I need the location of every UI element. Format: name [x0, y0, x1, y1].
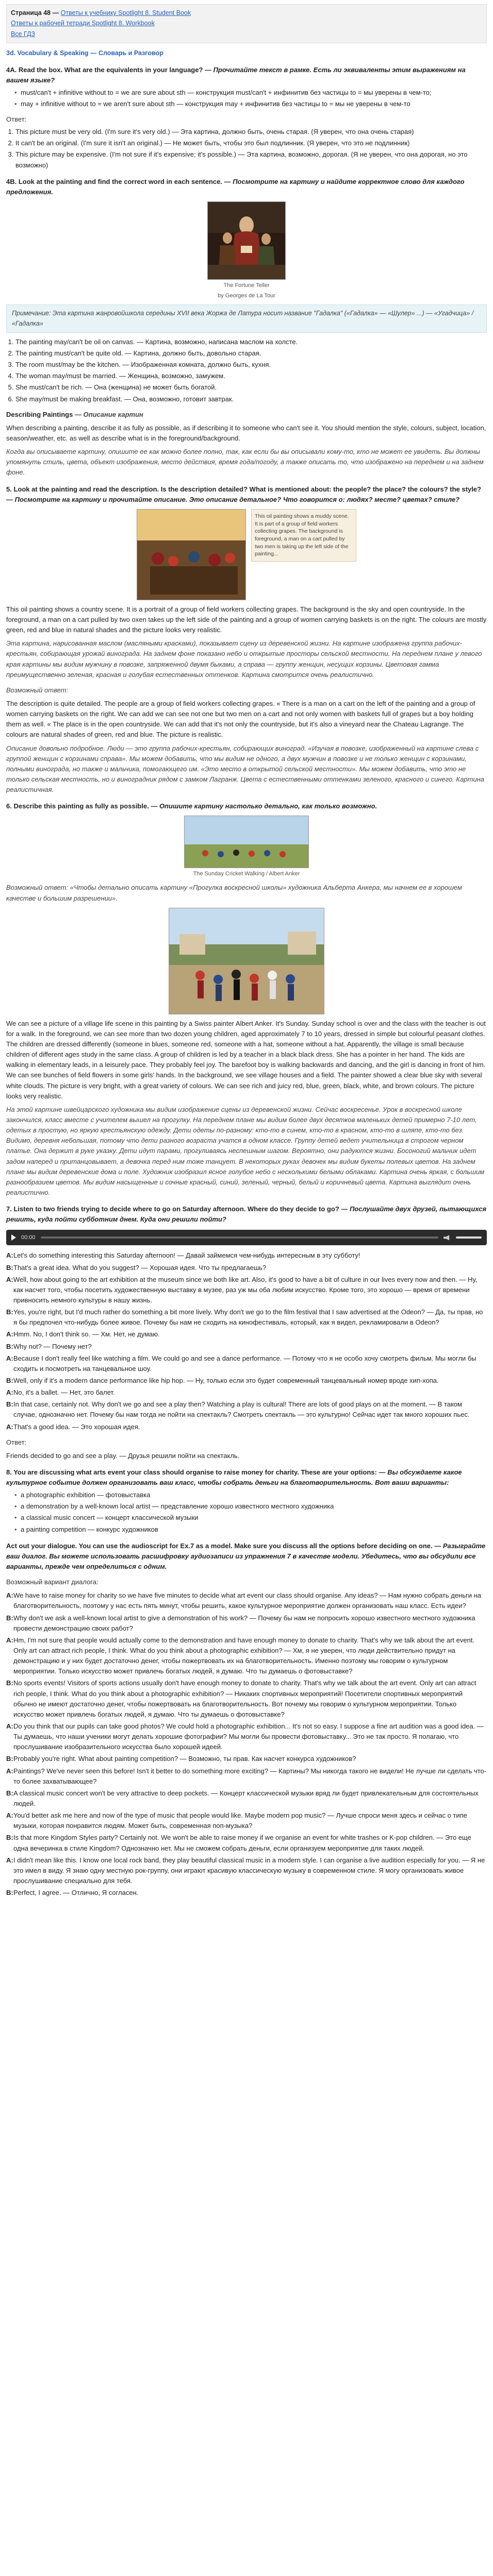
- line-text: Well, only if it's a modern dance performance like hip hop. — Ну, только если это будет современный танцевальный номер вроде хип-хопа.: [13, 1376, 439, 1384]
- line-text: Why not? — Почему нет?: [13, 1342, 92, 1350]
- ex5-answer: The description is quite detailed. The people are a group of field workers collecting grapes. « There is a man on a cart on the left of the painting and a group of women carrying baskets on the right. We can add we can see not one but two men on a cart and not only women with baskets full of grapes but a boy holding them as well. « The place is in the open countryside. We can add that it's not only the countryside, but it's also a vineyard near the Chateau Lagrange. The colours are natural shades of green, red and blue. The picture is realistic.: [6, 699, 475, 739]
- speaker-label: B:: [6, 1308, 13, 1316]
- ex5-description-tr: Эта картина, нарисованная маслом (масляными красками), показывает сцену из деревенской жизни. На картине изображена группа рабочих-крестьян, собирающая урожай винограда. На заднем фоне показано небо и открытые просторы сельской местности. На переднем плане у левого края картины мы видим мужчину в повозке, запряженной двумя быками, а справа — группу женщин, несущих корзины. Цветовая гамма преимущественно зеленая, красная и голубая естественных оттенков. Картина смотрится очень реалистично.: [6, 639, 482, 679]
- ex8-heading-tr: — Вы обсуждаете какое культурное событие должен организовать ваш класс, чтобы собрать деньги на благотворительность. Вот ваши варианты:: [6, 1468, 462, 1487]
- speaker-label: A:: [6, 1251, 13, 1260]
- dialogue-line: [6, 1307, 487, 1328]
- speaker-label: B:: [6, 1889, 13, 1897]
- audio-time: 00:00: [21, 1234, 36, 1241]
- list-item: • a painting competition — конкурс художников: [14, 1524, 487, 1535]
- sunday-walk-painting-large: [169, 908, 324, 1014]
- ex6-heading-tr: — Опишите картину настолько детально, как только возможно.: [151, 802, 377, 810]
- ex4a-heading-en: 4A. Read the box. What are the equivalents in your language?: [6, 65, 203, 74]
- dialogue-line: [6, 1635, 487, 1677]
- ex6-heading-en: 6. Describe this painting as fully as possible.: [6, 802, 149, 810]
- volume-slider[interactable]: [456, 1236, 482, 1239]
- ex5-answer-tr: Описание довольно подробное. Люди — это группа рабочих-крестьян, собирающих виноград. «Изучая в повозке, изображенный на картине слева с группой женщин с корзинами справа». Мы можем добавить, что мы видим не одного, а двух мужчин в повозке и не только женщин с корзинами, полными винограда, но также и мальчика, помогающего им. «Это место в открытой сельской местности». Мы можем добавить, что это не только сельская местность, но и виноградник рядом с замком Лагранж. Цвета с естественными оттенками зеленого, красного и синего. Картина реалистичная.: [6, 744, 484, 794]
- breadcrumb-nav: [6, 4, 487, 43]
- list-item: 2. The painting must/can't be quite old. — Картина, должно быть, довольно старая.: [15, 348, 487, 359]
- line-text: Is that more Kingdom Styles party? Certainly not. We won't be able to raise money if we organise an event for white trashes or K-pop children. — Это еще одна вечеринка в стиле Kingdom? Однозначно нет. Мы не сможем собрать деньги, если организуем мероприятие для таких людей.: [13, 1834, 471, 1852]
- ex6-description-tr: На этой картине швейцарского художника мы видим изображение сцены из деревенской жизни. Сейчас воскресенье. Урок в воскресной школе закончился, класс вместе с учителем вышел на прогулку. На переднем плане мы видим более двух десятков маленьких детей примерно 7-10 лет, одетых в простую, но яркую крестьянскую одежду. Дети одеты по-разному: кто-то в синем, кто-то в красном, кто-то в шляпе, кто-то без. Видимо, деревня небольшая, потому что дети разного возраста учатся в одном классе. Группу детей ведет учительница в строгом черном платье. Она держит в руке указку. Дети идут парами, прогуливаясь неспешным шагом. Вероятно, они радуются жизни. Босоногий мальчик идет задом наперед и пританцовывает, а девочка перед ним тоже танцует. В некоторых руках девочек мы видим букеты полевых цветов. На заднем плане мы видим деревенские дома и поле. Художник изобразил ясное голубое небо с несколькими белыми облаками. Картина очень яркая, с большим разнообразием цветов. Мы видим насыщенные и сочные красный, синий, зеленый, черный, белый и коричневый цвета. Картина выглядит очень реалистично.: [6, 1105, 485, 1196]
- describing-paragraph-tr: Когда вы описываете картину, опишите ее как можно более полно, так, как если бы вы описывали кому-то, кто не может ее увидеть. Вы должны упомянуть стиль, цвета, объект изображения, место действия, время года/погоду, а также описать то, что изображено на переднем и на заднем фоне.: [6, 448, 484, 477]
- list-item: 4. The woman may/must be married. — Женщина, возможно, замужем.: [15, 371, 487, 381]
- list-item: • a classical music concert — концерт классической музыки: [14, 1513, 487, 1523]
- sample-dialogue-label: Возможный вариант диалога:: [6, 1578, 98, 1586]
- speaker-label: B:: [6, 1400, 13, 1409]
- dialogue-line: [6, 1590, 487, 1611]
- ex7-heading: [6, 1204, 487, 1225]
- sunday-walk-large-figure: [6, 908, 487, 1014]
- dialogue-line: [6, 1833, 487, 1853]
- student-book-link[interactable]: Ответы к учебнику Spotlight 8. Student Book: [60, 9, 191, 16]
- speaker-label: A:: [6, 1811, 13, 1820]
- dialogue-line: [6, 1353, 487, 1374]
- dialogue-line: [6, 1678, 487, 1720]
- figure-caption-2: by Georges de La Tour: [218, 293, 275, 299]
- line-text: In that case, certainly not. Why don't we go and see a play then? Watching a play is cultural! There are lots of good plays on at the moment. — В таком случае, однозначно нет. Почему бы нам тогда не пойти на спектакль? Смотреть спектакль — это культурно! Сейчас идет так много хороших пьес.: [13, 1400, 470, 1419]
- line-text: No sports events! Visitors of sports actions usually don't have enough money to donate to charity. That's why we talk about the art event. Only art can attract rich people, I think. What do you think about a photographic exhibition? — Никаких спортивных мероприятий! Посетители спортивных мероприятий обычно не имеют достаточно денег, чтобы пожертвовать на благотворительность. Вот почему мы говорим о культурном мероприятии. Только искусство может привлечь богатых людей, я думаю. Что ты думаешь о фотовыставке?: [13, 1679, 476, 1718]
- list-item: 5. She must/can't be rich. — Она (женщина) не может быть богатой.: [15, 382, 487, 393]
- speaker-label: A:: [6, 1388, 13, 1397]
- dialogue-line: [6, 1399, 487, 1420]
- ex5-description: This oil painting shows a country scene. It is a portrait of a group of field workers collecting grapes. The background is the sky and open countryside. In the foreground, a man on a cart pulled by two oxen takes up the left side of the painting and a group of women carrying baskets is on the right. The colours are mostly green, red and blue in natural shades and the picture looks very realistic.: [6, 605, 487, 634]
- dialogue-line: [6, 1250, 487, 1261]
- audio-progress-bar[interactable]: [41, 1236, 438, 1239]
- speaker-label: B:: [6, 1789, 13, 1797]
- speaker-label: A:: [6, 1330, 13, 1338]
- line-text: Hmm. No, I don't think so. — Хм. Нет, не думаю.: [13, 1330, 160, 1338]
- list-item: • a demonstration by a well-known local artist — представление хорошо известного местного художника: [14, 1501, 487, 1512]
- ex4a-answers: [15, 127, 487, 171]
- list-item: • may + infinitive without to = we aren't sure about sth — конструкция may + инфинитив без частицы to = мы не уверены в чем-то: [14, 99, 487, 109]
- line-text: Do you think that our pupils can take good photos? We could hold a photographic exhibition... It's not so easy. I suppose a fine art audition was a good idea. — Ты думаешь, что наши ученики могут делать хорошие фотографии? Мы могли бы провести фотовыставку... Это не так просто. Я полагаю, что прослушивание изобразительного искусства было хорошей идеей.: [13, 1722, 484, 1751]
- ex6-sample-label: Возможный ответ: «Чтобы детально описать картину «Прогулка воскресной школы» художника Альберта Анкера, мы начнем ее в хорошем качестве и большим разрешении».: [6, 884, 462, 902]
- line-text: Paintings? We've never seen this before! Isn't it better to do something more exciting? — Картины? Мы никогда такого не видели! Не лучше ли сделать что-то более захватывающее?: [13, 1767, 487, 1785]
- dialogue-line: [6, 1263, 487, 1273]
- line-text: Why don't we ask a well-known local artist to give a demonstration of his work? — Почему бы нам не попросить хорошо известного местного художника провести демонстрацию своих работ?: [13, 1614, 475, 1632]
- sunday-walk-small-figure: [6, 816, 487, 878]
- list-item: • must/can't + infinitive without to = we are sure about sth — конструкция must/can't + инфинитив без частицы to = мы уверены в чем-то;: [14, 88, 487, 98]
- line-text: Because I don't really feel like watching a film. We could go and see a dance performance. — Потому что я не особо хочу смотреть фильм. Мы могли бы сходить и посмотреть на танцевальное шоу.: [13, 1354, 476, 1372]
- speaker-label: A:: [6, 1636, 13, 1644]
- nav-prefix: Страница 48 —: [11, 9, 59, 16]
- ex8-dialogue: [6, 1590, 487, 1898]
- ex5-heading: [6, 484, 487, 505]
- speaker-label: B:: [6, 1263, 13, 1272]
- speaker-label: B:: [6, 1679, 13, 1687]
- ex4b-heading: [6, 177, 487, 197]
- describing-heading-en: Describing Paintings: [6, 410, 73, 418]
- painting-quote: This oil painting shows a muddy scene. It is part of a group of field workers collecting grapes. The background is foreground, a man on a cart pulled by two men is taking up the left side of the painting...: [251, 509, 356, 562]
- line-text: Probably you're right. What about painting competition? — Возможно, ты прав. Как насчет конкурса художников?: [13, 1755, 356, 1763]
- describing-heading: [6, 410, 487, 420]
- audio-player: [6, 1230, 487, 1245]
- dialogue-line: [6, 1387, 487, 1398]
- speaker-label: A:: [6, 1354, 13, 1362]
- workbook-link[interactable]: Ответы к рабочей тетради Spotlight 8. Workbook: [11, 20, 155, 27]
- ex6-description: We can see a picture of a village life scene in this painting by a Swiss painter Albert Anker. It's Sunday. Sunday school is over and the class with the teacher is out for a walk. In the foreground, we can see more than two dozen young children, aged approximately 7 to 10 years, dressed in simple but colourful peasant clothes. The children are dressed differently (someone in blues, someone red, someone with a hat, someone without a hat. Apparently, the village is small because children of different ages study in the same class. A group of children is led by a teacher in a black black dress. She has a pointer in her hand. The kids are walking in elementary leads, in a leisurely pace. They probably feel joy. The barefoot boy is walking backwards and dancing, and the girl is dancing in front of him. We can see bunches of field flowers in some girls' hands. In the background, we see village houses and a field. The painter showed a clear blue sky with several white clouds. The picture is very bright, with a great variety of colours. We can see rich and juicy red, blue, green, black, white, and brown colours. The picture looks very realistic.: [6, 1019, 486, 1100]
- line-text: Let's do something interesting this Saturday afternoon! — Давай займемся чем-нибудь интересным в эту субботу!: [13, 1251, 360, 1260]
- line-text: Hm, I'm not sure that people would actually come to the demonstration and have enough money to donate to charity. That's why we talk about the art event. Only art can attract rich people, I think. What do you think about a photographic exhibition? — Хм, я не уверен, что люди действительно придут на демонстрацию и у них будет достаточно денег, чтобы пожертвовать их на благотворительность. Именно поэтому мы говорим о культурном мероприятии. Только искусство может привлечь богатых людей, я думаю. Что ты думаешь о фотовыставке?: [13, 1636, 475, 1675]
- list-item: 1. This picture must be very old. (I'm sure it's very old.) — Эта картина, должно быть, очень старая. (Я уверен, что она очень старая): [15, 127, 487, 137]
- speaker-label: A:: [6, 1722, 13, 1731]
- ex7-dialogue: [6, 1250, 487, 1432]
- volume-icon[interactable]: [443, 1235, 451, 1240]
- describing-paragraph: When describing a painting, describe it as fully as possible, as if describing it to someone who can't see it. You should mention the style, colours, subject, location, season/weather, etc. as well as describe what is in the foreground/background.: [6, 423, 486, 443]
- ex8-task-en: Act out your dialogue. You can use the audioscript for Ex.7 as a model. Make sure you discuss all the options before deciding on one.: [6, 1541, 433, 1550]
- ex8-task-tr: — Разыграйте ваш диалог. Вы можете использовать расшифровку аудиозаписи из упражнения 7 в качестве модели. Убедитесь, что вы обсудили все варианты, прежде чем определиться с одним.: [6, 1541, 486, 1571]
- line-text: I didn't mean like this. I know one local rock band, they play beautiful classical music in a modern style. I can organise a live audition especially for you. — Я не это имел в виду. Я знаю одну местную рок-группу, они играют красивую классическую музыку в современном стиле. Я могу организовать живое прослушивание специально для тебя.: [13, 1856, 485, 1885]
- list-item: 3. The room must/may be the kitchen. — Изображенная комната, должно быть, кухня.: [15, 360, 487, 370]
- dialogue-line: [6, 1754, 487, 1764]
- speaker-label: A:: [6, 1275, 13, 1283]
- figure-caption: The Fortune Teller: [223, 282, 270, 289]
- speaker-label: A:: [6, 1591, 13, 1600]
- dialogue-line: [6, 1329, 487, 1340]
- answer-label: Ответ:: [6, 115, 27, 124]
- describing-heading-tr: — Описание картин: [74, 410, 143, 418]
- list-item: 2. It can't be an original. (I'm sure it isn't an original.) — Не может быть, чтобы это был подлинник. (Я уверен, что это не подлинник): [15, 138, 487, 148]
- all-gdz-link[interactable]: Все ГДЗ: [11, 30, 35, 38]
- ex4b-note: Примечание: Эта картина жанровойшкола середины XVII века Жоржа де Латура носит название "Гадалка" («Гадалка» — «Шулер» ...) — «Угадчица» / «Гадалка»: [6, 304, 487, 333]
- possible-answer-label: Возможный ответ:: [6, 686, 69, 694]
- speaker-label: B:: [6, 1342, 13, 1350]
- ex5-heading-tr: — Посмотрите на картину и прочитайте описание. Это описание детальное? Что говорится о: людях? месте? цветах? стиле?: [6, 495, 460, 503]
- fortune-teller-painting: [207, 201, 286, 280]
- sunday-walk-painting-small: [184, 816, 309, 868]
- ex4b-answers: [15, 337, 487, 404]
- line-text: A classical music concert won't be very attractive to deep pockets. — Концерт классической музыки вряд ли будет привлекательным для состоятельных людей.: [13, 1789, 479, 1807]
- dialogue-line: [6, 1788, 487, 1809]
- ex5-heading-en: 5. Look at the painting and read the description. Is the description detailed? What is mentioned about: the people? the place? the colours? the style?: [6, 485, 481, 493]
- figure-caption: The Sunday Cricket Walking / Albert Anker: [193, 871, 300, 877]
- list-item: 3. This picture may be expensive. (I'm not sure if it's expensive; it's possible.) — Эта картина, возможно, дорогая. (Я не уверен, что она дорогая, но это возможно): [15, 149, 487, 170]
- dialogue-line: [6, 1275, 487, 1306]
- dialogue-line: [6, 1766, 487, 1787]
- grape-harvest-painting: [137, 509, 246, 600]
- dialogue-line: [6, 1613, 487, 1634]
- speaker-label: B:: [6, 1755, 13, 1763]
- line-text: That's a good idea. — Это хорошая идея.: [13, 1422, 140, 1431]
- answer-label: Ответ:: [6, 1438, 27, 1446]
- dialogue-line: [6, 1376, 487, 1386]
- speaker-label: A:: [6, 1767, 13, 1775]
- line-text: Yes, you're right, but I'd much rather do something a bit more lively. Why don't we go to the film festival that I saw advertised at the Odeon? — Да, ты прав, но я бы предпочел что-нибудь более живое. Почему бы нам не сходить на кинофестиваль, который, как я видел, рекламировали в Odeon?: [13, 1308, 483, 1327]
- dialogue-line: [6, 1422, 487, 1432]
- ex8-task: [6, 1541, 487, 1572]
- grape-harvest-figure: [6, 509, 487, 600]
- ex7-heading-en: 7. Listen to two friends trying to decide where to go on Saturday afternoon. Where do they decide to go?: [6, 1205, 339, 1213]
- list-item: 6. She may/must be making breakfast. — Она, возможно, готовит завтрак.: [15, 394, 487, 404]
- speaker-label: A:: [6, 1856, 13, 1864]
- list-item: 1. The painting may/can't be oil on canvas. — Картина, возможно, написана маслом на холсте.: [15, 337, 487, 347]
- line-text: You'd better ask me here and now of the type of music that people would like. Maybe modern pop music? — Лучше спроси меня здесь и сейчас о типе музыки, которая понравится людям. Может быть, современная поп-музыка?: [13, 1811, 467, 1830]
- ex8-heading: [6, 1467, 487, 1488]
- speaker-label: B:: [6, 1834, 13, 1842]
- list-item: • a photographic exhibition — фотовыставка: [14, 1490, 487, 1500]
- ex6-heading: [6, 801, 487, 811]
- speaker-label: B:: [6, 1376, 13, 1384]
- fortune-teller-figure: [6, 201, 487, 300]
- ex7-answer: Friends decided to go and see a play. — Друзья решили пойти на спектакль.: [6, 1451, 240, 1460]
- line-text: Well, how about going to the art exhibition at the museum since we both like art. Also, it's good to have a bit of culture in our lives every now and then. — Ну, как насчет того, чтобы посетить художественную выставку в музее, раз уж мы оба любим искусство. Кроме того, это хорошо — время от времени привносить немного культуры в нашу жизнь.: [13, 1275, 478, 1304]
- line-text: That's a great idea. What do you suggest? — Хорошая идея. Что ты предлагаешь?: [13, 1263, 267, 1272]
- ex8-options: [14, 1490, 487, 1535]
- ex8-heading-en: 8. You are discussing what arts event your class should organise to raise money for charity. These are your options:: [6, 1468, 377, 1476]
- line-text: Perfect, I agree. — Отлично, Я согласен.: [13, 1889, 139, 1897]
- dialogue-line: [6, 1342, 487, 1352]
- ex4a-rules: [14, 88, 487, 109]
- dialogue-line: [6, 1810, 487, 1831]
- ex7-heading-tr: — Послушайте двух друзей, пытающихся решить, куда пойти субботним днем. Куда они решили пойти?: [6, 1205, 487, 1224]
- ex4b-heading-en: 4B. Look at the painting and find the correct word in each sentence.: [6, 177, 222, 185]
- ex4a-heading-tr: — Прочитайте текст в рамке. Есть ли эквиваленты этим выражениям на вашем языке?: [6, 65, 466, 84]
- line-text: No, it's a ballet. — Нет, это балет.: [13, 1388, 115, 1397]
- dialogue-line: [6, 1888, 487, 1898]
- play-icon[interactable]: [11, 1234, 16, 1241]
- unit-title: 3d. Vocabulary & Speaking — Словарь и Разговор: [6, 49, 163, 57]
- ex4a-heading: [6, 65, 487, 86]
- dialogue-line: [6, 1721, 487, 1752]
- speaker-label: B:: [6, 1614, 13, 1622]
- speaker-label: A:: [6, 1422, 13, 1431]
- dialogue-line: [6, 1855, 487, 1886]
- line-text: We have to raise money for charity so we have five minutes to decide what art event our class should organise. Any ideas? — Нам нужно собрать деньги на благотворительность, поэтому у нас есть пять минут, чтобы решить, какое культурное мероприятие должен организовать наш класс. Есть идеи?: [13, 1591, 482, 1610]
- ex4b-heading-tr: — Посмотрите на картину и найдите корректное слово для каждого предложения.: [6, 177, 465, 196]
